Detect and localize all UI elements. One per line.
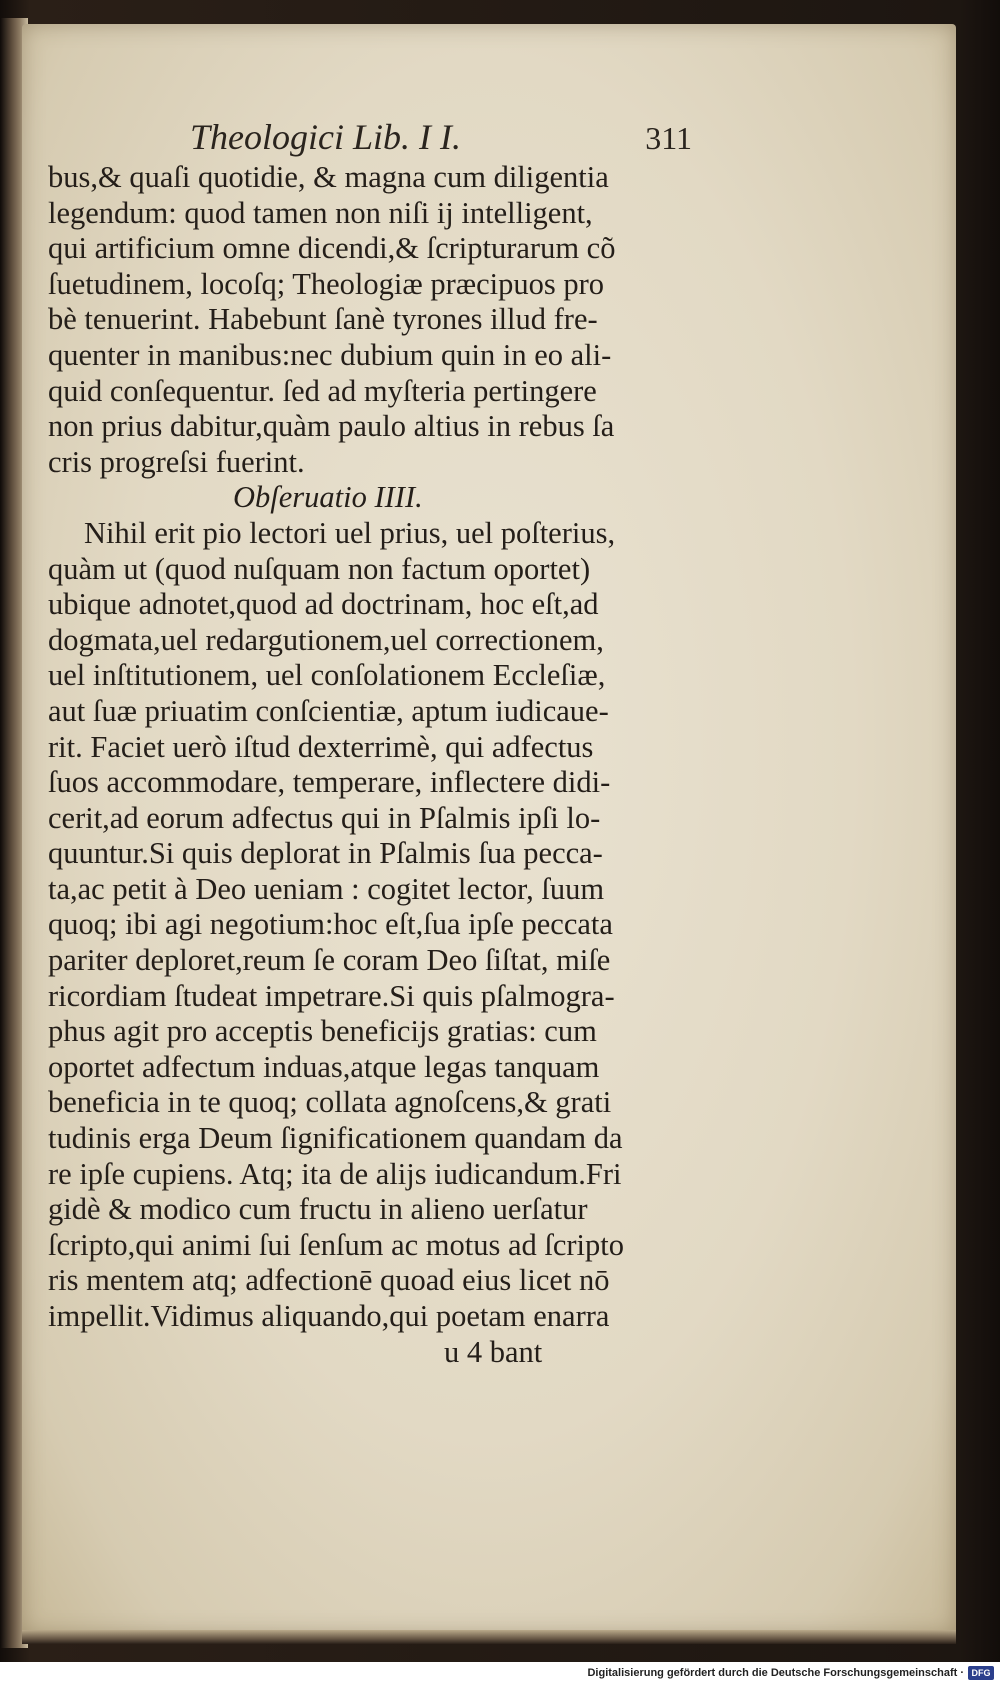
text-line: quàm ut (quod nuſquam non factum oportet) [48,551,591,586]
text-line: tudinis erga Deum ſignificationem quandam da [48,1121,623,1156]
section-heading: Obſeruatio IIII. [233,480,423,515]
text-line: oportet adfectum induas,atque legas tanquam [48,1049,600,1084]
text-line: gidè & modico cum fructu in alieno uerſatur [48,1192,588,1227]
running-title: Theologici Lib. I I. [190,117,461,157]
page-number: 311 [645,120,692,156]
text-line: ſuos accommodare, temperare, inflectere didi- [48,765,611,800]
digitization-credit: Digitalisierung gefördert durch die Deutsche Forschungsgemeinschaft · [587,1667,964,1679]
signature-catchword: u 4 bant [444,1334,543,1369]
text-line: ris mentem atq; adfectionē quoad eius licet nō [48,1263,610,1298]
text-line: uel inſtitutionem, uel conſolationem Eccleſiæ, [48,658,606,693]
text-line: qui artificium omne dicendi,& ſcripturarum cõ [48,231,616,266]
text-line: quuntur.Si quis deplorat in Pſalmis ſua pecca- [48,836,603,871]
text-line: pariter deploret,reum ſe coram Deo ſiſtat, miſe [48,943,611,978]
body-text [48,160,688,1370]
text-line: legendum: quod tamen non niſi ij intelligent, [48,195,593,230]
text-line: aut ſuæ priuatim conſcientiæ, aptum iudicaue- [48,693,609,728]
text-line: Nihil erit pio lectori uel prius, uel poſterius, [84,515,616,550]
text-line: quid conſequentur. ſed ad myſteria pertingere [48,373,597,408]
text-line: quenter in manibus:nec dubium quin in eo ali- [48,337,612,372]
text-line: rit. Faciet uerò iſtud dexterrimè, qui adfectus [48,729,594,764]
text-line: beneficia in te quoq; collata agnoſcens,& grati [48,1085,612,1120]
page-bottom-edge [22,1630,956,1644]
text-line: cris progreſsi fuerint. [48,444,305,479]
text-line: ſuetudinem, locoſq; Theologiæ præcipuos pro [48,266,604,301]
text-line: ta,ac petit à Deo ueniam : cogitet lector, ſuum [48,871,605,906]
text-line: ſcripto,qui animi ſui ſenſum ac motus ad ſcripto [48,1227,625,1262]
text-line: non prius dabitur,quàm paulo altius in rebus ſa [48,409,615,444]
text-line: quoq; ibi agi negotium:hoc eſt,ſua ipſe peccata [48,907,613,942]
text-line: dogmata,uel redargutionem,uel correctionem, [48,622,604,657]
text-line: impellit.Vidimus aliquando,qui poetam enarra [48,1299,610,1333]
text-line: ricordiam ſtudeat impetrare.Si quis pſalmogra- [48,978,615,1013]
text-line: cerit,ad eorum adfectus qui in Pſalmis ipſi lo- [48,800,601,835]
dfg-logo-icon: DFG [968,1666,994,1680]
text-line: phus agit pro acceptis beneficijs gratias: cum [48,1014,597,1049]
text-line: bè tenuerint. Habebunt ſanè tyrones illud fre- [48,302,598,337]
text-line: ubique adnotet,quod ad doctrinam, hoc eſt,ad [48,587,599,622]
text-line: re ipſe cupiens. Atq; ita de alijs iudicandum.Fri [48,1156,622,1191]
text-line: bus,& quaſi quotidie, & magna cum diligentia [48,160,609,194]
